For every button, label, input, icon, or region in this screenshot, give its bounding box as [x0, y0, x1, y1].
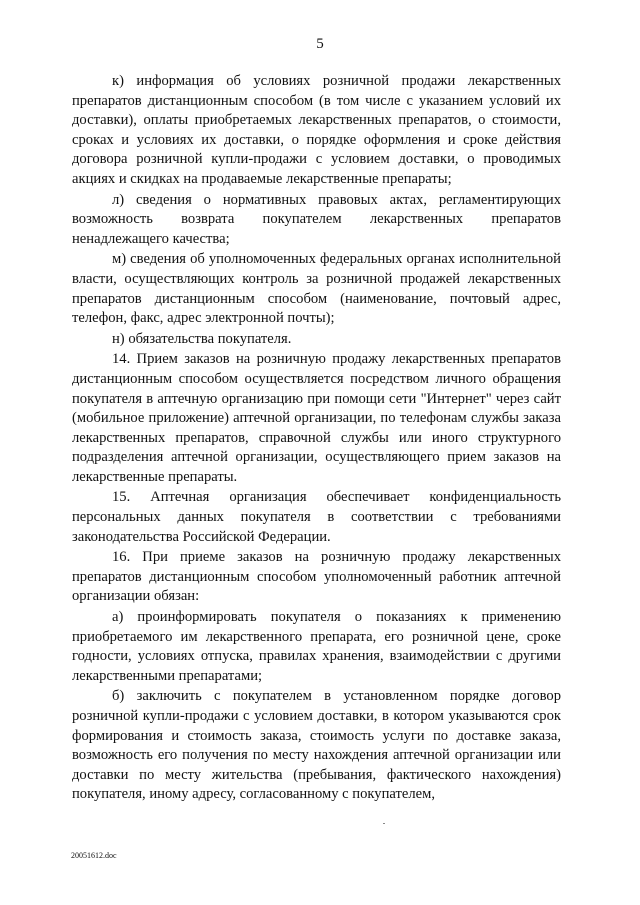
- paragraph-16a: а) проинформировать покупателя о показаниях к применению приобретаемого им лекарственного препарата, его розничной цене, сроке годности, условиях отпуска, правилах хранения, взаимодействии с другими лекарственными препаратами;: [72, 609, 561, 684]
- paragraph-16: 16. При приеме заказов на розничную продажу лекарственных препаратов дистанционным способом уполномоченный работник аптечной организации обязан:: [72, 549, 561, 605]
- paragraph-k: к) информация об условиях розничной продажи лекарственных препаратов дистанционным способом (в том числе с указанием условий их доставки), оплаты приобретаемых лекарственных препаратов, о стоимости, сроках и условиях их доставки, о порядке оформления и сроке действия договора розничной купли-продажи с условием доставки, о проводимых акциях и скидках на продаваемые лекарственные препараты;: [72, 73, 561, 187]
- page-number: 5: [316, 36, 324, 52]
- document-footer: 20051612.doc: [71, 851, 117, 860]
- paragraph-n: н) обязательства покупателя.: [112, 330, 292, 347]
- paragraph-l: л) сведения о нормативных правовых актах, регламентирующих возможность возврата покупателем лекарственных препаратов ненадлежащего качества;: [72, 191, 561, 247]
- paragraph-m: м) сведения об уполномоченных федеральных органах исполнительной власти, осуществляющих контроль за розничной продажей лекарственных препаратов дистанционным способом (наименование, почтовый адрес, телефон, факс, адрес электронной почты);: [72, 251, 561, 327]
- scan-speck: [383, 823, 385, 824]
- document-body: [72, 72, 561, 805]
- paragraph-16b: б) заключить с покупателем в установленном порядке договор розничной купли-продажи с условием доставки, в котором указываются срок формирования и стоимость заказа, стоимость услуги по доставке заказа, возможность его получения по месту нахождения аптечной организации или доставки по месту жительства (пребывания, фактического нахождения) покупателя, иному адресу, согласованному с покупателем,: [72, 688, 561, 803]
- paragraph-15: 15. Аптечная организация обеспечивает конфиденциальность персональных данных покупателя в соответствии с требованиями законодательства Российской Федерации.: [72, 489, 561, 545]
- paragraph-14: 14. Прием заказов на розничную продажу лекарственных препаратов дистанционным способом осуществляется посредством личного обращения покупателя в аптечную организацию при помощи сети "Интернет" через сайт (мобильное приложение) аптечной организации, по телефонам службы заказа лекарственных препаратов, справочной службы или иного структурного подразделения аптечной организации, осуществляющего прием заказов на лекарственные препараты.: [72, 351, 561, 485]
